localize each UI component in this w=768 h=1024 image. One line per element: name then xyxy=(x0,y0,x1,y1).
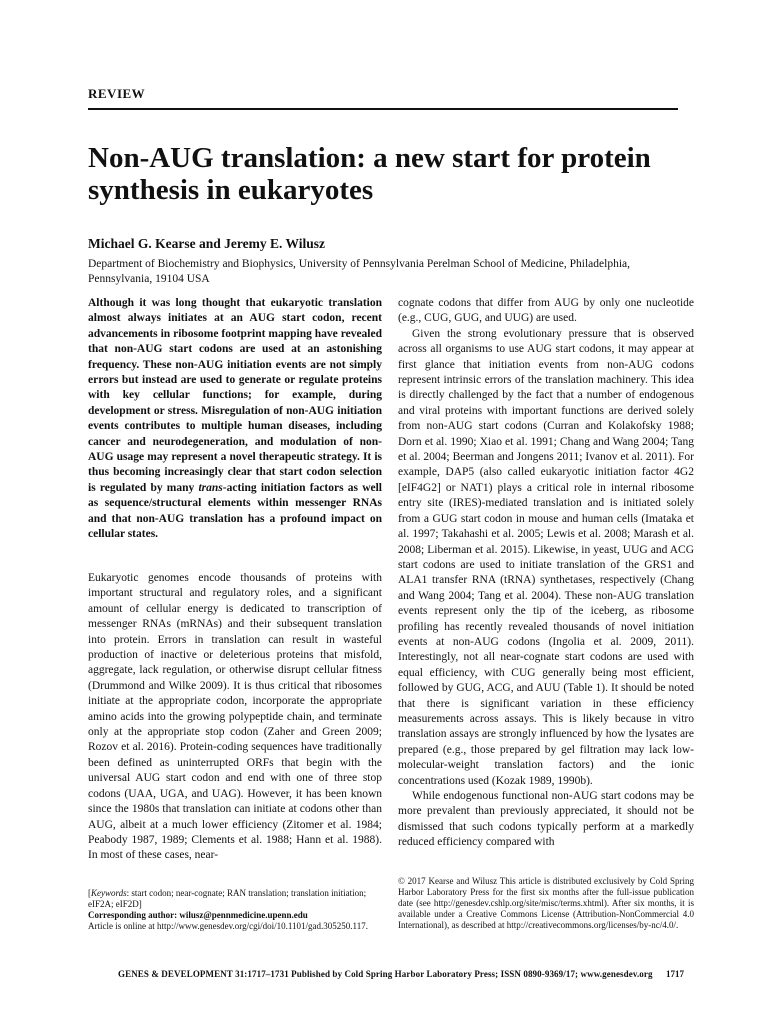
body-paragraph: While endogenous functional non-AUG start codons may be more prevalent than previously appreciated, it should not be dismissed that such codons typically perform at a markedly reduced efficiency compared with xyxy=(398,790,694,849)
corresponding-author: Corresponding author: wilusz@pennmedicine.upenn.edu xyxy=(88,910,308,920)
body-column-left xyxy=(88,571,382,864)
keywords-line: [Keywords: start codon; near-cognate; RAN translation; translation initiation; eIF2A; eIF2D] xyxy=(88,888,367,909)
body-paragraph: cognate codons that differ from AUG by only one nucleotide (e.g., CUG, GUG, and UUG) are used. xyxy=(398,297,694,325)
abstract-italic-trans: trans xyxy=(198,481,223,494)
body-column-right xyxy=(398,296,694,851)
article-online-link: Article is online at http://www.genesdev.org/cgi/doi/10.1101/gad.305250.117. xyxy=(88,921,368,931)
abstract xyxy=(88,296,382,543)
header-rule xyxy=(88,108,678,110)
author-list: Michael G. Kearse and Jeremy E. Wilusz xyxy=(88,236,325,251)
body-paragraph: Given the strong evolutionary pressure that is observed across all organisms to use AUG start codons, it may appear at first glance that initiation events from non-AUG codons represent intrinsic errors of the translation machinery. This idea is directly challenged by the fact that a number of endogenous and viral proteins with important functions are derived solely from non-AUG start codons (Curran and Kolakofsky 1988; Dorn et al. 1990; Xiao et al. 1991; Chang and Wang 2004; Tang et al. 2004; Beerman and Jongens 2011; Ivanov et al. 2011). For example, DAP5 (also called eukaryotic initiation factor 4G2 [eIF4G2] or NAT1) plays a critical role in internal ribosome entry site (IRES)-mediated translation and is initiated solely from a GUG start codon in mouse and human cells (Imataka et al. 1997; Takahashi et al. 2005; Lewis et al. 2008; Marash et al. 2008; Liberman et al. 2015). Likewise, in yeast, UUG and ACG start codons are used to initiate translation of the GRS1 and ALA1 transfer RNA (tRNA) synthetases, respectively (Chang and Wang 2004; Tang et al. 2004). These non-AUG translation events represent only the tip of the iceberg, as ribosome profiling has recently revealed thousands of novel initiation events at non-AUG codons (Ingolia et al. 2009, 2011). Interestingly, not all near-cognate start codons are used with equal efficiency, with CUG generally being most efficient, followed by GUG, ACG, and AUU (Table 1). It should be noted that there is significant variation in these efficiency measurements across assays. This is likely because in vitro translation assays are strongly influenced by how the lysates are prepared (e.g., those prepared by gel filtration may lack low-molecular-weight translation factors) and the ionic concentrations used (Kozak 1989, 1990b). xyxy=(398,327,694,787)
abstract-text-part2: -acting initiation factors as well as sequence/structural elements within messenger RNAs and that non-AUG translation has a profound impact on cellular states. xyxy=(88,481,382,541)
license-statement: © 2017 Kearse and Wilusz This article is distributed exclusively by Cold Spring Harbor Laboratory Press for the first six months after the full-issue publication date (see http://genesdev.cshlp.org/site/misc/terms.xhtml). After six months, it is available under a Creative Commons License (Attribution-NonCommercial 4.0 International), as described at http://creativecommons.org/licenses/by-nc/4.0/. xyxy=(398,876,694,930)
keywords-text: : start codon; near-cognate; RAN translation; translation initiation; eIF2A; eIF2D xyxy=(88,888,367,909)
author-affiliation: Department of Biochemistry and Biophysics, University of Pennsylvania Perelman School of Medicine, Philadelphia, Pennsylvania, 19104 USA xyxy=(88,258,630,285)
journal-footer: GENES & DEVELOPMENT 31:1717–1731 Published by Cold Spring Harbor Laboratory Press; ISSN 0890-9369/17; www.genesdev.org xyxy=(118,969,653,979)
body-paragraph: Eukaryotic genomes encode thousands of proteins with important structural and regulatory roles, and a significant amount of cellular energy is dedicated to transcription of messenger RNAs (mRNAs) and their subsequent translation into protein. Errors in translation can result in wasteful production of inactive or deleterious proteins that misfold, aggregate, lack regulation, or otherwise disrupt cellular fitness (Drummond and Wilke 2009). It is thus critical that ribosomes initiate at the appropriate codon, incorporate the appropriate amino acids into the growing polypeptide chain, and terminate only at the appropriate stop codon (Zaher and Green 2009; Rozov et al. 2016). Protein-coding sequences have traditionally been defined as uninterrupted ORFs that begin with the universal AUG start codon and end with one of three stop codons (UAA, UGA, and UAG). However, it has been known since the 1980s that translation can initiate at codons other than AUG, albeit at a much lower efficiency (Zitomer et al. 1984; Peabody 1987, 1989; Clements et al. 1988; Hann et al. 1988). In most of these cases, near- xyxy=(88,572,382,862)
page-number: 1717 xyxy=(666,969,684,979)
section-label: REVIEW xyxy=(88,86,146,101)
keywords-label: Keywords xyxy=(91,888,127,898)
article-title: Non-AUG translation: a new start for protein synthesis in eukaryotes xyxy=(88,142,651,206)
footnote-left xyxy=(88,888,386,932)
abstract-text-part1: Although it was long thought that eukaryotic translation almost always initiates at an AUG start codon, recent advancements in ribosome footprint mapping have revealed that non-AUG start codons are used at an astonishing frequency. These non-AUG initiation events are not simply errors but instead are used to generate or regulate proteins with key cellular functions; for example, during development or stress. Misregulation of non-AUG initiation events contributes to multiple human diseases, including cancer and neurodegeneration, and modulation of non-AUG usage may represent a novel therapeutic strategy. It is thus becoming increasingly clear that start codon selection is regulated by many xyxy=(88,297,382,494)
